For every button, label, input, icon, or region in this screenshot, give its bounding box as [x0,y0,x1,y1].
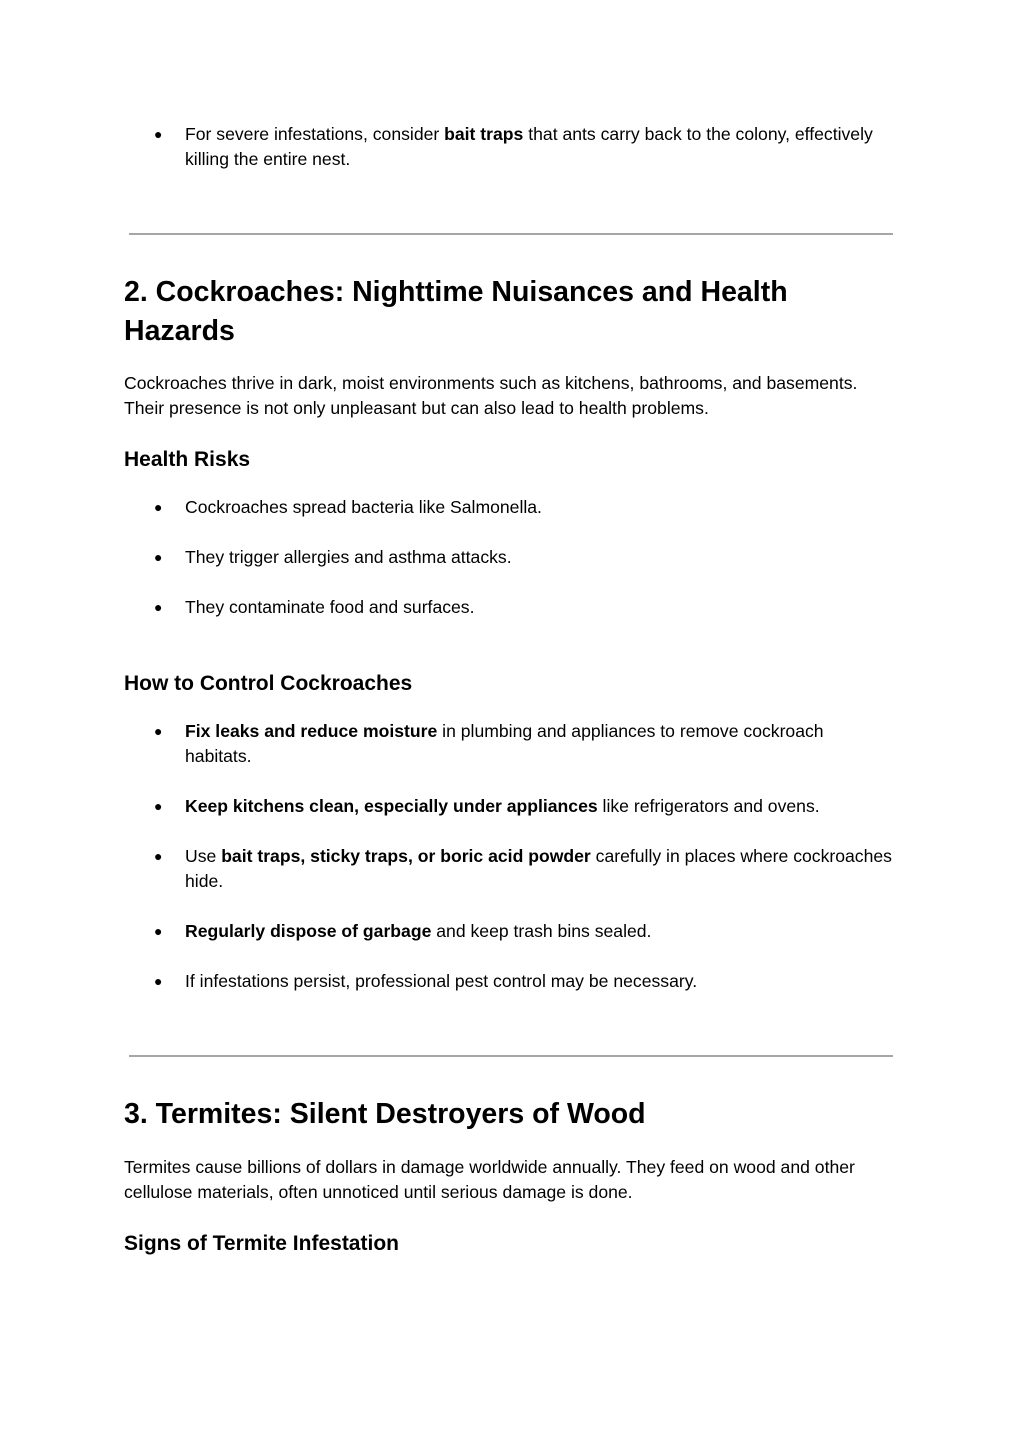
list-item [124,969,894,994]
list-item-text-post: in plumbing and appliances to remove cockroach habitats. [185,721,824,766]
section-heading-termites: 3. Termites: Silent Destroyers of Wood [124,1098,646,1130]
list-item-text-bold: Regularly dispose of garbage [185,921,432,941]
bullet-icon: ● [154,848,163,864]
list-item [124,122,894,172]
subheading-termite-signs: Signs of Termite Infestation [124,1232,399,1255]
section-divider [129,233,893,235]
list-item-text-pre: If infestations persist, professional pest control may be necessary. [185,971,698,991]
bullet-icon: ● [154,798,163,814]
list-item-text: They trigger allergies and asthma attacks. [185,547,512,567]
section-heading-cockroaches: 2. Cockroaches: Nighttime Nuisances and Health Hazards [124,276,788,347]
list-item-text-post: carefully in places where cockroaches hide. [185,846,892,891]
list-item-text-pre: Use [185,846,222,866]
bullet-icon: ● [154,499,163,515]
bullet-icon: ● [154,126,163,142]
bullet-icon: ● [154,723,163,739]
list-item-text-bold: bait traps, sticky traps, or boric acid powder [221,846,591,866]
list-item [124,545,894,570]
list-item-text-post: and keep trash bins sealed. [431,921,652,941]
list-item [124,844,894,894]
list-item [124,495,894,520]
list-item-text-bold: Keep kitchens clean, especially under appliances [185,796,598,816]
list-item [124,595,894,620]
subheading-health-risks: Health Risks [124,448,251,471]
bullet-icon: ● [154,923,163,939]
list-item-text: Cockroaches spread bacteria like Salmonella. [185,497,542,517]
bullet-icon: ● [154,549,163,565]
subheading-control-cockroaches: How to Control Cockroaches [124,672,413,695]
list-item [124,794,894,819]
section-intro-termites: Termites cause billions of dollars in damage worldwide annually. They feed on wood and other cellulose materials, often unnoticed until serious damage is done. [124,1157,855,1202]
list-item-text-bold: bait traps [444,124,524,144]
bullet-icon: ● [154,973,163,989]
section-intro-cockroaches: Cockroaches thrive in dark, moist environments such as kitchens, bathrooms, and basements. Their presence is not only unpleasant but can also lead to health problems. [124,373,858,418]
list-item-text-bold: Fix leaks and reduce moisture [185,721,438,741]
list-item-text: They contaminate food and surfaces. [185,597,475,617]
list-item-text-pre: For severe infestations, consider [185,124,445,144]
bullet-icon: ● [154,599,163,615]
list-item-text-post: like refrigerators and ovens. [597,796,820,816]
ant-control-list [124,122,894,172]
section-divider [129,1055,893,1057]
control-cockroaches-list [124,719,894,994]
list-item-text-post: that ants carry back to the colony, effectively killing the entire nest. [185,124,873,169]
health-risks-list [124,495,894,620]
list-item [124,719,894,769]
list-item [124,919,894,944]
